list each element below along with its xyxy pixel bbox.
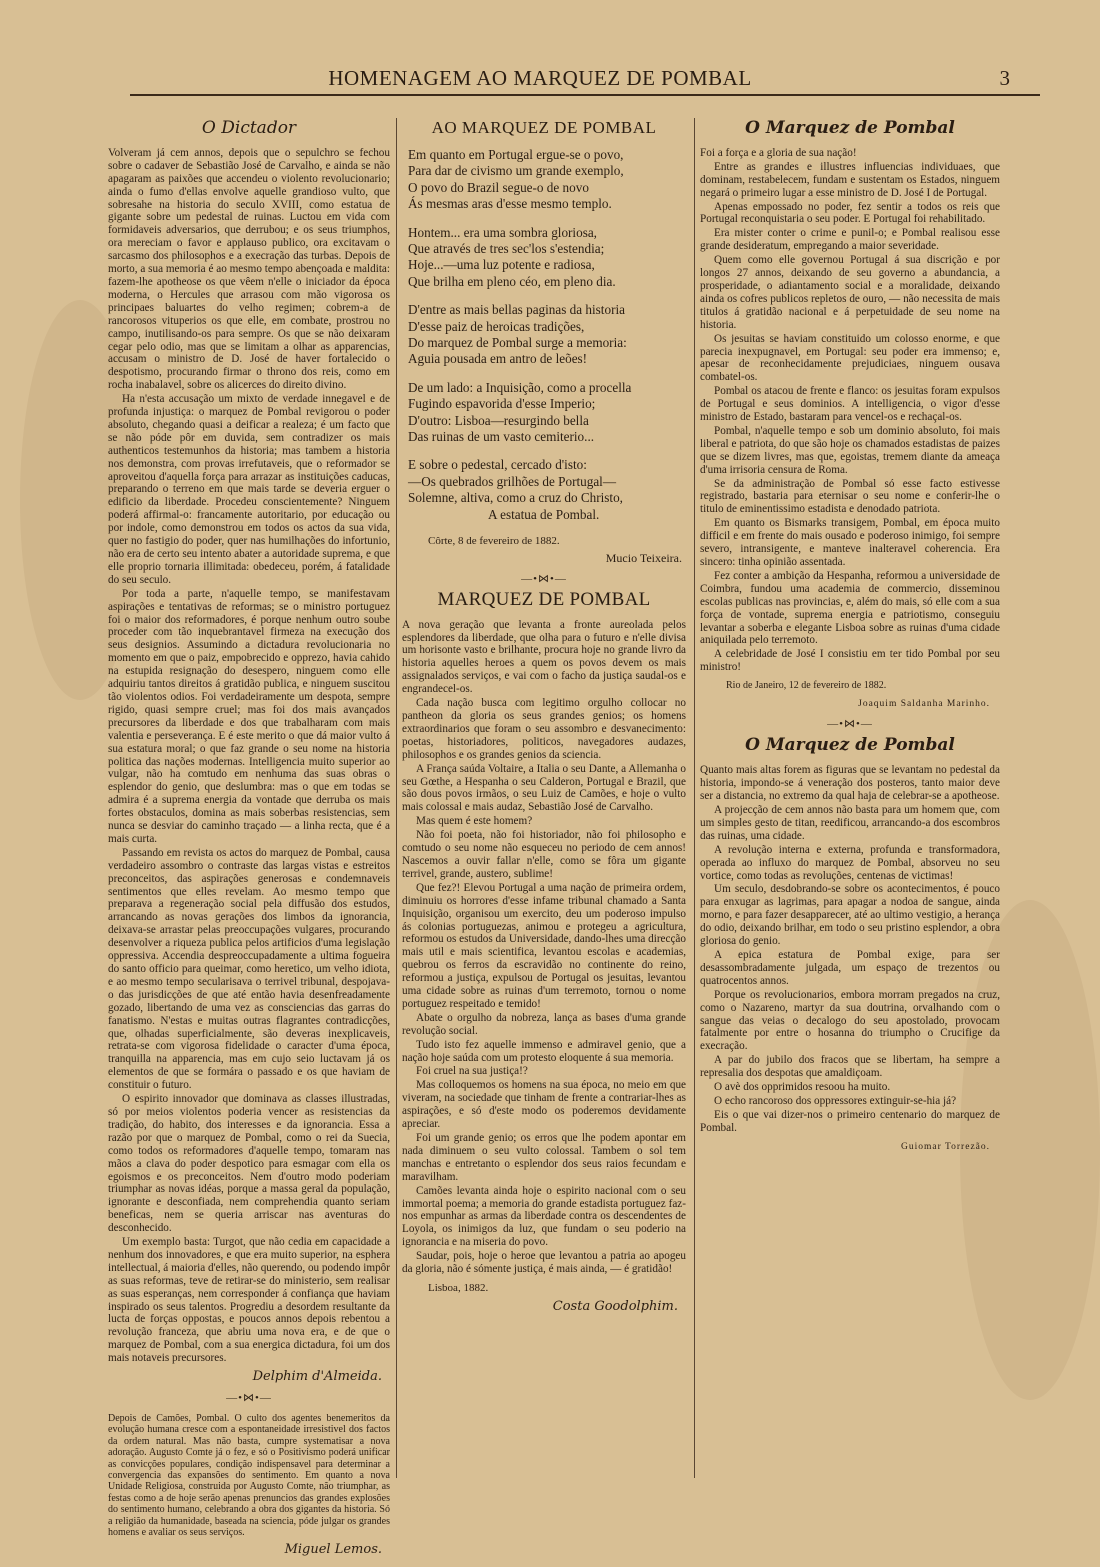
page-number: 3 bbox=[999, 66, 1010, 90]
article-paragraph: Não foi poeta, não foi historiador, não foi philosopho e comtudo o seu nome não esqueceu no periodo de cem annos! Nascemos a ouvir fallar n'elle, como se fôra um gigante terrivel, grande, austero, sublime! bbox=[402, 829, 686, 880]
page-title: HOMENAGEM AO MARQUEZ DE POMBAL bbox=[328, 66, 752, 90]
article-paragraph: Entre as grandes e illustres influencias individuaes, que dominam, restabelecem, fundam e sustentam os Estados, ninguem negará o primeiro lugar a esse ministro de D. José I de Portugal. bbox=[700, 160, 1000, 199]
poem-line: De um lado: a Inquisição, como a procella bbox=[408, 379, 632, 395]
poem bbox=[402, 147, 686, 523]
article-paragraph: Um exemplo basta: Turgot, que não cedia em capacidade a nenhum dos innovadores, e que era muito superior, na esphera intellectual, á maioria d'elles, não querendo, ou podendo impôr as suas reformas, teve de retirar-se do ministerio, sem realisar as suas esperanças, nem corresponder á confiança que haviam inspirado os seus talentos. Progrediu a desordem resultante da lucta de forças oppostas, e poucos annos depois rebentou a revolução franceza, que abriu uma nova era, e de que o marquez de Pombal, com a sua energica dictadura, foi um dos mais notaveis precursores. bbox=[108, 1236, 390, 1365]
article-paragraph: O espirito innovador que dominava as classes illustradas, só por meios violentos poderia vencer as resistencias da tradição, do habito, dos interesses e da ignorancia. Essa a razão por que o marquez de Pombal, como o rei da Suecia, como todos os reformadores d'aquelle tempo, tomaram nas mãos a clava do poder despotico para esmagar com ella os egoismos e os preconceitos. Nem d'outro modo poderiam triumphar as novas idéas, porque a massa geral da população, ignorante e desconfiada, nem comprehendia quanto seriam beneficas, nem se queria arriscar nas aventuras do desconhecido. bbox=[108, 1093, 390, 1235]
article-paragraph: Tudo isto fez aquelle immenso e admiravel genio, que a nação hoje saúda com um protesto eloquente á sua memoria. bbox=[402, 1038, 686, 1064]
article-paragraph: Pombal, n'aquelle tempo e sob um dominio absoluto, foi mais liberal e patriota, do que são hoje os chamados estadistas de paizes que se dizem livres, mas que, egoistas, tremem diante da ameaça d'uma irrisoria censura de Roma. bbox=[700, 424, 1000, 476]
poem-line: D'outro: Lisboa—resurgindo bella bbox=[408, 412, 589, 428]
article-title: MARQUEZ DE POMBAL bbox=[437, 588, 651, 610]
article-paragraph: Um seculo, desdobrando-se sobre os acontecimentos, é pouco para enxugar as lagrimas, para apagar a nodoa de sangue, ainda morno, e para fazer desapparecer, até ao ultimo vestigio, a herança do odio, deixando brilhar, em todo o seu pristino esplendor, a obra gloriosa do genio. bbox=[700, 883, 1000, 948]
ornament-divider: —•⋈•— bbox=[226, 1392, 272, 1404]
poem-line: Solemne, altiva, como a cruz do Christo, bbox=[408, 490, 623, 506]
poem-line: O povo do Brazil segue-o de novo bbox=[408, 179, 589, 195]
article-paragraph: Se da administração de Pombal só esse facto estivesse registrado, bastaria para eternisar o seu nome e conferir-lhe o titulo de eminentissimo estadista e denodado patriota. bbox=[700, 477, 1000, 516]
article-paragraph: Apenas empossado no poder, fez sentir a todos os reis que Portugal reconquistaria o seu poder. E Portugal foi rehabilitado. bbox=[700, 200, 1000, 226]
poem-line: E sobre o pedestal, cercado d'isto: bbox=[408, 457, 587, 473]
article-paragraph: Quanto mais altas forem as figuras que se levantam no pedestal da historia, impondo-se á veneração dos posteros, tanto maior deve ser a distancia, no extremo da qual haja de celebrar-se a apotheose. bbox=[700, 764, 1000, 803]
column-divider bbox=[396, 118, 397, 1478]
ornament-divider: —•⋈•— bbox=[521, 572, 567, 585]
article-paragraph: Foi um grande genio; os erros que lhe podem apontar em nada diminuem o seu vulto colossal. Tambem o sol tem manchas e entretanto o esplendor dos seus raios fecundam e maravilham. bbox=[402, 1132, 686, 1183]
article-signature: Joaquim Saldanha Marinho. bbox=[858, 698, 990, 709]
poem-line: —Os quebrados grilhões de Portugal— bbox=[408, 473, 617, 489]
ornament-divider: —•⋈•— bbox=[827, 718, 873, 731]
article-paragraph: A revolução interna e externa, profunda e transformadora, operada ao influxo do marquez de Pombal, absorveu no seu vortice, como todas as revoluções, centenas de victimas! bbox=[700, 843, 1000, 882]
poem-line: Das ruinas de um vasto cemiterio... bbox=[408, 429, 595, 444]
article-title: O Marquez de Pombal bbox=[745, 735, 955, 756]
poem-line: Aguia pousada em antro de leões! bbox=[408, 351, 588, 367]
poem-line: D'entre as mais bellas paginas da historia bbox=[408, 302, 625, 318]
article-paragraph: Pombal os atacou de frente e flanco: os jesuitas foram expulsos de Portugal e seus dominios. A intelligencia, o vigor d'esse ministro de Estado, bastaram para vencel-os e rechaçal-os. bbox=[700, 385, 1000, 424]
poem-line: D'esse paiz de heroicas tradições, bbox=[408, 318, 585, 334]
article-paragraph: Abate o orgulho da nobreza, lança as bases d'uma grande revolução social. bbox=[402, 1011, 686, 1037]
article-paragraph: Que fez?! Elevou Portugal a uma nação de primeira ordem, diminuiu os horrores d'esse infame tribunal chamado a Santa Inquisição, organisou um exercito, deu um poderoso impulso ás colonias portuguezas, animou e protegeu a agricultura, reformou os estudos da Universidade, dando-lhes uma direcção mais util e mais scientifica, levantou escolas e academias, quebrou os ferros da escravidão no continente do reino, reformou a justiça, expulsou de Portugal os jesuitas, levantou uma cidade sobre as ruinas d'um terremoto, tornou o nome portuguez respeitado e temido! bbox=[402, 881, 686, 1010]
article-paragraph: Mas quem é este homem? bbox=[416, 815, 533, 828]
column-1 bbox=[108, 118, 390, 1558]
poem-line: Do marquez de Pombal surge a memoria: bbox=[408, 334, 627, 350]
poem-dateline: Côrte, 8 de fevereiro de 1882. bbox=[428, 535, 560, 548]
poem-stanza bbox=[408, 380, 686, 446]
article-signature: Delphim d'Almeida. bbox=[252, 1369, 382, 1385]
article-dateline: Rio de Janeiro, 12 de fevereiro de 1882. bbox=[726, 680, 887, 692]
article-paragraph: Foi a força e a gloria de sua nação! bbox=[700, 146, 857, 159]
article-paragraph: Saudar, pois, hoje o heroe que levantou a patria ao apogeu da gloria, não é sómente justiça, é mais ainda, — é gratidão! bbox=[402, 1250, 686, 1276]
article-paragraph: A celebridade de José I consistiu em ter tido Pombal por seu ministro! bbox=[700, 648, 1000, 674]
article-paragraph: O avè dos opprimidos resoou ha muito. bbox=[714, 1081, 891, 1094]
article-paragraph: Cada nação busca com legitimo orgulho collocar no pantheon da gloria os seus grandes genios; os homens extraordinarios que foram o seu assombro e desvanecimento: poetas, historiadores, politicos, navegadores audazes, philosophos e os grandes genios da sciencia. bbox=[402, 697, 686, 761]
poem-line: Hontem... era uma sombra gloriosa, bbox=[408, 224, 597, 240]
column-2 bbox=[402, 118, 686, 1488]
article-signature: Guiomar Torrezão. bbox=[901, 1141, 990, 1152]
article-paragraph: Mas colloquemos os homens na sua época, no meio em que viveram, na sociedade que tinham de frente a contrariar-lhes as aspirações, e só d'este modo os poderemos devidamente apreciar. bbox=[402, 1079, 686, 1131]
article-paragraph: A par do jubilo dos fracos que se libertam, ha sempre a represalia dos despotas que amaldiçoam. bbox=[700, 1054, 1000, 1080]
poem-line: Que brilha em pleno céo, em pleno dia. bbox=[408, 273, 616, 289]
article-dateline: Lisboa, 1882. bbox=[428, 1281, 489, 1294]
poem-title: AO MARQUEZ DE POMBAL bbox=[431, 118, 657, 137]
article-paragraph: A França saúda Voltaire, a Italia o seu Dante, a Allemanha o seu Gœthe, a Hespanha o seu Calderon, Portugal e Brazil, que são dous povos irmãos, o seu Luiz de Camões, e hoje o vulto mais colossal e mais audaz, Sebastião José de Carvalho. bbox=[402, 762, 686, 814]
article-paragraph: A epica estatura de Pombal exige, para ser desassombradamente julgada, um espaço de trezentos ou quatrocentos annos. bbox=[700, 948, 1000, 987]
article-paragraph: Eis o que vai dizer-nos o primeiro centenario do marquez de Pombal. bbox=[700, 1108, 1000, 1134]
poem-signature: Mucio Teixeira. bbox=[605, 550, 682, 565]
article-paragraph: Depois de Camões, Pombal. O culto dos agentes benemeritos da evolução humana cresce com a espontaneidade irresistivel dos factos da ordem natural. Mas não basta, cumpre systematisar a nova adoração. Augusto Comte já o fez, e só o Positivismo poderá unificar as convicções populares, condição indispensavel para determinar a convergencia das expansões do sentimento. Em quanto a nova Unidade Religiosa, construida por Augusto Comte, não triumphar, as festas como a de hoje serão apenas prenuncios das grandes explosões do sentimento humano, celebrando a obra dos gigantes da historia. Só a religião da humanidade, baseada na sciencia, póde julgar os grandes homens e avaliar os seus serviços. bbox=[108, 1412, 390, 1538]
poem-stanza bbox=[408, 225, 686, 291]
article-title: O Dictador bbox=[201, 118, 297, 138]
article-paragraph: Passando em revista os actos do marquez de Pombal, causa verdadeiro assombro o contraste das largas vistas e estreitos preconceitos, das aspirações generosas e condemnaveis sentimentos que elles revelam. Ao mesmo tempo que preparava a regeneração social pela diffusão dos estudos, arrancando as novas gerações dos limbos da ignorancia, deixava-se arrastar pelas preoccupações vulgares, procurando desenvolver a riqueza publica pelos artificios d'uma legislação oppressiva. Accendia despreoccupadamente a ultima fogueira do santo officio para queimar, como heretico, um velho idiota, e ao mesmo tempo secularisava o terrivel tribunal, despojava-o das jurisdicções de que até então havia desenfreadamente gozado, libertando de uma vez as consciencias das garras do fanatismo. N'estas e muitas outras flagrantes contradicções, que, olhadas superficialmente, são deveras inexplicaveis, retrata-se com vigorosa fidelidade o caracter d'uma época, tranquilla na apparencia, mas em cujo seio luctavam já os elementos de que se formára o passado e os que haviam de constituir o futuro. bbox=[108, 846, 390, 1092]
article-paragraph: A nova geração que levanta a fronte aureolada pelos esplendores da liberdade, que olha para o futuro e n'elle divisa um horisonte vasto e brilhante, procura hoje no grande livro da historia aquelles heroes a quem os povos devem os mais assignalados serviços, e vai com o facho da justiça saudal-os e engrandecel-os. bbox=[402, 618, 686, 696]
poem-stanza bbox=[408, 457, 686, 523]
page-header bbox=[150, 62, 1010, 96]
poem-stanza bbox=[408, 147, 686, 213]
article-title: O Marquez de Pombal bbox=[745, 118, 955, 138]
article-paragraph: Quem como elle governou Portugal á sua discrição e por longos 27 annos, deixando de seu governo a abundancia, a prosperidade, o adiantamento social e a moralidade, deixando ainda os cofres publicos repletos de ouro, — não necessita de mais titulos á gratidão nacional e á perpetuidade de seu nome na historia. bbox=[700, 254, 1000, 331]
column-3 bbox=[700, 118, 1000, 1448]
article-paragraph: Volveram já cem annos, depois que o sepulchro se fechou sobre o cadaver de Sebastião José de Carvalho, e ainda se não apagaram as paixões que accendeu o violento revolucionario; ainda o fumo d'ellas envolve aquelle grandioso vulto, que sobresahe na historia do seculo XVIII, como estatua de gigante sobre um pedestal de ruinas. Luctou em vida com formidaveis adversarios, que derrubou; e os seus triumphos, ora mereciam o favor e applauso publico, ora excitavam o sarcasmo dos philosophos e a execração das turbas. Depois de morto, a sua memoria é ao mesmo tempo abençoada e maldita: fazem-lhe apotheose os que vêem n'elle o iniciador da época moderna, o Hercules que arrasou com mão vigorosa os principaes baluartes do velho regimen; cobrem-a de rancorosos vituperios os que elle, em combate, prostrou no campo, inutilisando-os para sempre. Os que se não deixaram cegar pelo odio, mas que se limitam a olhar as apparencias, accusam o ministro de D. José de haver fortalecido o despotismo, procurando firmar o throno dos reis, como em rocha inabalavel, sobre os alicerces do direito divino. bbox=[108, 146, 390, 392]
article-paragraph: Os jesuitas se haviam constituido um colosso enorme, e que parecia inexpugnavel, em Portugal: seu poder era immenso; e, apesar de reconhecidamente prejudiciaes, ninguem ousava combatel-os. bbox=[700, 332, 1000, 384]
article-signature: Costa Goodolphim. bbox=[552, 1298, 678, 1314]
poem-line: Que através de tres sec'los s'estendia; bbox=[408, 240, 605, 256]
article-paragraph: Ha n'esta accusação um mixto de verdade innegavel e de profunda injustiça: o marquez de Pombal revigorou o poder absoluto, chegando quasi a deificar a realeza; é um facto que se não póde pôr em duvida, sem contradizer os mais authenticos testemunhos da historia; mas tambem a historia nos demonstra, com provas irrefutaveis, que o reformador se aproveitou d'aquella força para arrazar as instituições caducas, preparando o terreno em que mais tarde se deveria erguer o edificio da liberdade. Procedeu conscientemente? Ninguem poderá affirmal-o: francamente autoritario, por educação ou por indole, como demonstrou em todos os actos da sua vida, quer no fastigio do poder, quer nas humilhações do infortunio, não era de certo seu intento abater a autoridade suprema, e que elle proprio tornaria illimitada: obedeceu, porém, á fatalidade do seu seculo. bbox=[108, 393, 390, 586]
article-paragraph: Porque os revolucionarios, embora morram pregados na cruz, como o Nazareno, martyr da sua doutrina, orvalhando com o sangue das veias o decalogo do seu apostolado, provocam fatalmente por entre o hosanna do triumpho o Crucifige da execração. bbox=[700, 988, 1000, 1053]
poem-line: Ás mesmas aras d'esse mesmo templo. bbox=[408, 196, 612, 212]
poem-line: Em quanto em Portugal ergue-se o povo, bbox=[408, 146, 624, 162]
poem-line: A estatua de Pombal. bbox=[488, 506, 600, 522]
poem-line: Para dar de civismo um grande exemplo, bbox=[408, 163, 624, 179]
article-paragraph: Camões levanta ainda hoje o espirito nacional com o seu immortal poema; a memoria do grande estadista portuguez faz-nos empunhar as armas da liberdade contra os descendentes de Loyola, os inimigos da luz, que fundam o seu poderio na ignorancia e na miseria do povo. bbox=[402, 1184, 686, 1249]
article-paragraph: Foi cruel na sua justiça!? bbox=[416, 1065, 528, 1078]
article-paragraph: Por toda a parte, n'aquelle tempo, se manifestavam aspirações e tentativas de reformas; se o ministro portuguez foi o maior dos reformadores, é porque nenhum outro soube proceder com tão inquebrantavel firmeza na execução dos seus designios. Assumindo a dictadura revolucionaria no momento em que o paiz, empobrecido e opprezo, havia cahido na estupida resignação do desespero, ninguem como elle adquiriu tantos direitos á gratidão publica, e ninguem suscitou tão violentos odios. Foi verdadeiramente um despota, sempre rigido, quasi sempre cruel; mas foi dos mais avançados precursores da liberdade e dos que trabalharam com mais valentia e perseverança. E é este merito o que dá maior vulto á sua estatura moral; o que faz grande o seu nome na historia politica das nações modernas. Intelligencia muito superior ao vulgar, não ha comtudo em nenhuma das suas obras o esplendor do genio, que deslumbra: mas o que em todas se admira é a suprema energia da vontade que derruba os mais fortes obstaculos, domina as mais soberbas resistencias, sem nunca se desviar do caminho traçado — a linha recta, que é a mais curta. bbox=[108, 587, 390, 845]
article-paragraph: Fez conter a ambição da Hespanha, reformou a universidade de Coimbra, fundou uma academia de commercio, disseminou escolas publicas nas provincias, e, além do mais, só elle com a sua força de vontade, suprema energia e patriotismo, conseguiu levantar a soberba e elegante Lisboa sobre as ruinas d'uma cidade aniquilada pelo terremoto. bbox=[700, 569, 1000, 647]
poem-line: Hoje...—uma luz potente e radiosa, bbox=[408, 257, 595, 273]
column-divider bbox=[694, 118, 695, 1478]
header-rule bbox=[130, 94, 1040, 96]
poem-line: Fugindo espavorida d'esse Imperio; bbox=[408, 396, 596, 412]
article-paragraph: O echo rancoroso dos oppressores extinguir-se-hia já? bbox=[714, 1094, 957, 1107]
article-signature: Miguel Lemos. bbox=[284, 1542, 382, 1558]
poem-stanza bbox=[408, 302, 686, 368]
article-paragraph: A projecção de cem annos não basta para um homem que, com um simples gesto de titan, reedificou, arrancando-a dos escombros das ruinas, uma cidade. bbox=[700, 804, 1000, 842]
article-paragraph: Em quanto os Bismarks transigem, Pombal, em época muito difficil e em frente do mais ousado e poderoso inimigo, foi sempre severo, intransigente, e manteve inalteravel coherencia. Era sincero: tinha opinião assentada. bbox=[700, 517, 1000, 568]
article-paragraph: Era mister conter o crime e punil-o; e Pombal realisou esse grande desideratum, empregando a maior severidade. bbox=[700, 227, 1000, 253]
